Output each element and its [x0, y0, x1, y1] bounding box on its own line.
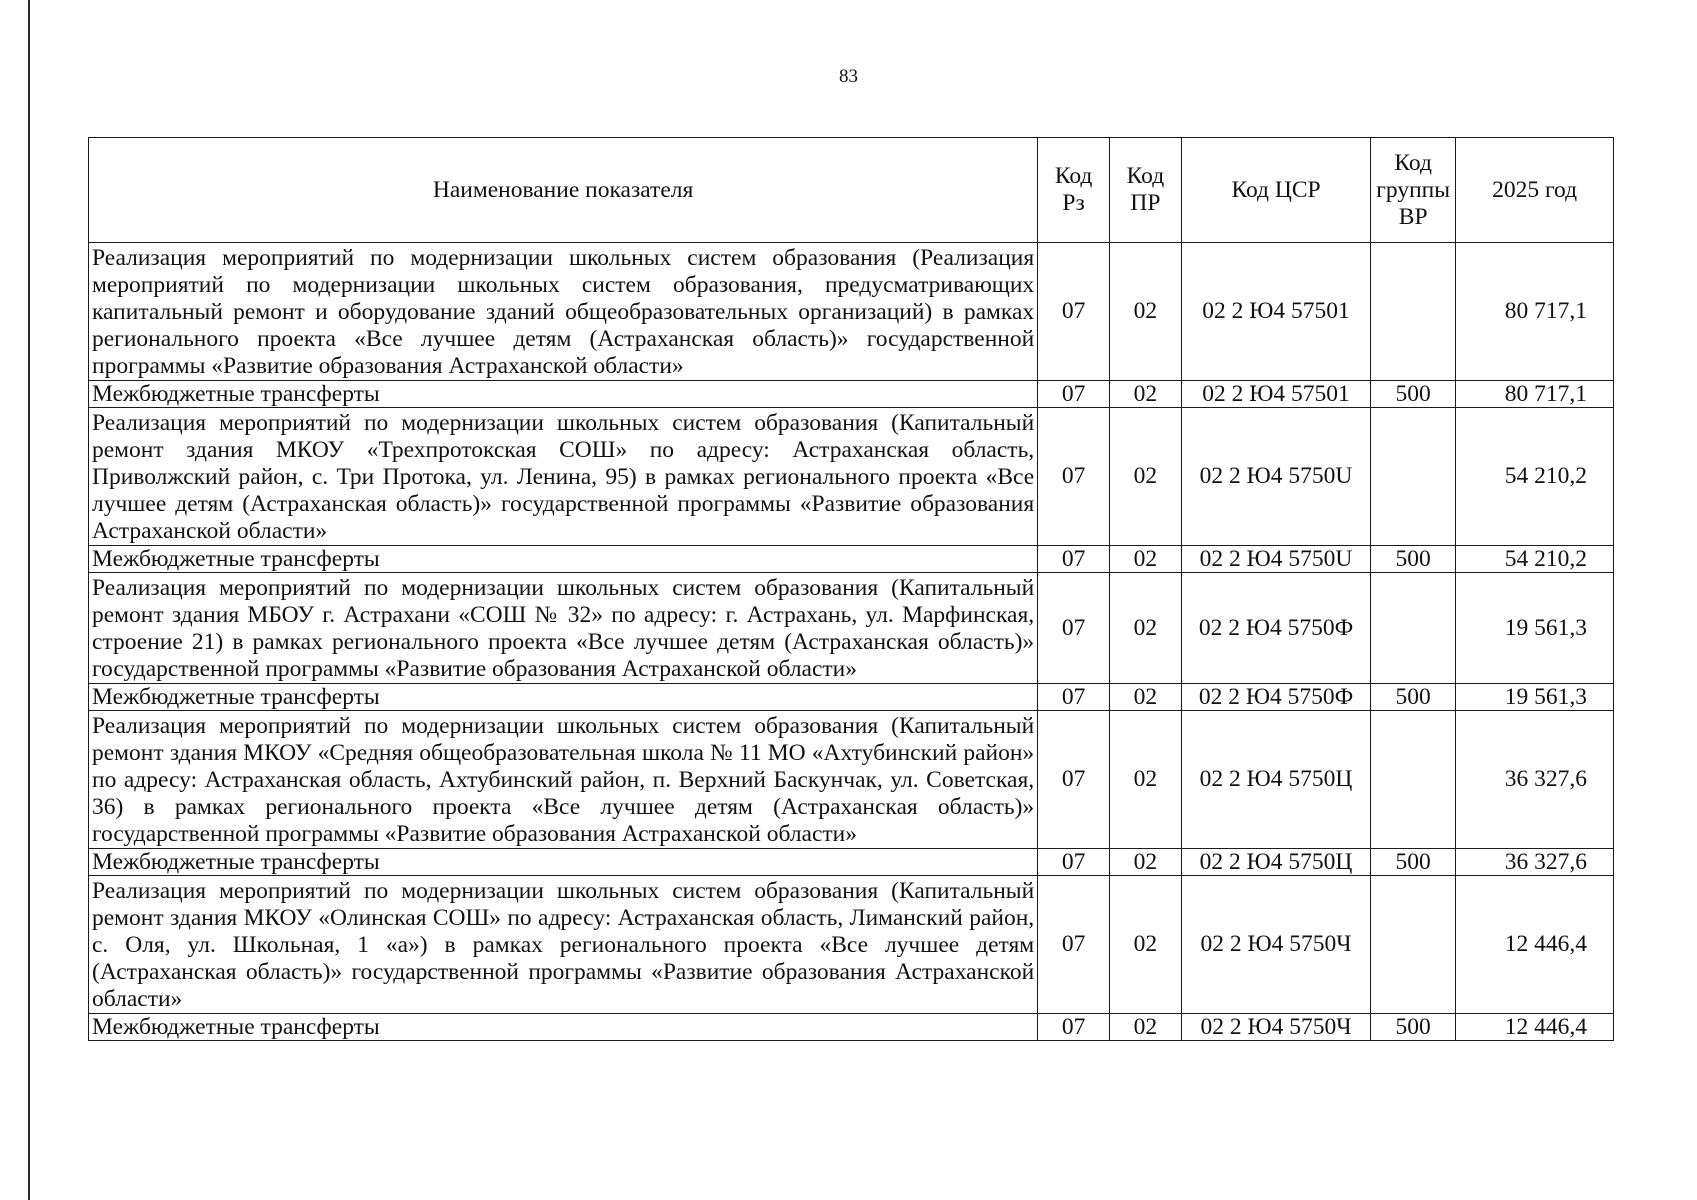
- row-rz: 07: [1038, 408, 1110, 546]
- row-csr: 02 2 Ю4 57501: [1181, 243, 1370, 381]
- row-name: Реализация мероприятий по модернизации школьных систем образования (Капитальный ремонт здания МКОУ «Трехпротокская СОШ» по адресу: Астраханская область, Приволжский район, с. Три Протока, ул. Ленина, 95) в рамках регионального проекта «Все лучшее детям (Астраханская область)» государственной программы «Развитие образования Астраханской области»: [89, 408, 1038, 546]
- row-name: Реализация мероприятий по модернизации школьных систем образования (Капитальный ремонт здания МКОУ «Олинская СОШ» по адресу: Астраханская область, Лиманский район, с. Оля, ул. Школьная, 1 «а») в рамках регионального проекта «Все лучшее детям (Астраханская область)» государственной программы «Развитие образования Астраханской области»: [89, 876, 1038, 1014]
- row-csr: 02 2 Ю4 5750U: [1181, 408, 1370, 546]
- row-amount: 54 210,2: [1456, 546, 1614, 573]
- row-vr: [1371, 876, 1456, 1014]
- row-vr: [1371, 711, 1456, 849]
- row-name: Межбюджетные трансферты: [89, 546, 1038, 573]
- row-name: Реализация мероприятий по модернизации школьных систем образования (Капитальный ремонт здания МКОУ «Средняя общеобразовательная школа № 11 МО «Ахтубинский район» по адресу: Астраханская область, Ахтубинский район, п. Верхний Баскунчак, ул. Советская, 36) в рамках регионального проекта «Все лучшее детям (Астраханская область)» государственной программы «Развитие образования Астраханской области»: [89, 711, 1038, 849]
- row-csr: 02 2 Ю4 5750Ч: [1181, 1014, 1370, 1041]
- row-csr: 02 2 Ю4 5750Ц: [1181, 711, 1370, 849]
- page-binding-edge: [28, 0, 30, 1200]
- row-pr: 02: [1110, 408, 1182, 546]
- table-header: [89, 138, 1614, 243]
- row-rz: 07: [1038, 1014, 1110, 1041]
- header-csr: Код ЦСР: [1181, 138, 1370, 243]
- table-row: [89, 1014, 1614, 1041]
- header-name: Наименование показателя: [89, 138, 1038, 243]
- row-amount: 19 561,3: [1456, 684, 1614, 711]
- page-number: 83: [839, 66, 858, 87]
- header-row: [89, 138, 1614, 243]
- row-vr: [1371, 573, 1456, 684]
- table-row: [89, 711, 1614, 849]
- row-pr: 02: [1110, 573, 1182, 684]
- row-amount: 80 717,1: [1456, 243, 1614, 381]
- table-row: [89, 849, 1614, 876]
- row-pr: 02: [1110, 546, 1182, 573]
- row-csr: 02 2 Ю4 5750Ф: [1181, 573, 1370, 684]
- row-name: Межбюджетные трансферты: [89, 381, 1038, 408]
- row-vr: 500: [1371, 849, 1456, 876]
- table-row: [89, 546, 1614, 573]
- row-name: Межбюджетные трансферты: [89, 684, 1038, 711]
- row-rz: 07: [1038, 684, 1110, 711]
- row-amount: 54 210,2: [1456, 408, 1614, 546]
- row-amount: 36 327,6: [1456, 711, 1614, 849]
- row-pr: 02: [1110, 711, 1182, 849]
- table-row: [89, 408, 1614, 546]
- header-pr: Код ПР: [1110, 138, 1182, 243]
- row-pr: 02: [1110, 381, 1182, 408]
- row-csr: 02 2 Ю4 57501: [1181, 381, 1370, 408]
- row-csr: 02 2 Ю4 5750Ц: [1181, 849, 1370, 876]
- row-vr: [1371, 408, 1456, 546]
- row-rz: 07: [1038, 711, 1110, 849]
- table-body: [89, 243, 1614, 1041]
- row-rz: 07: [1038, 546, 1110, 573]
- row-amount: 80 717,1: [1456, 381, 1614, 408]
- row-pr: 02: [1110, 684, 1182, 711]
- row-vr: 500: [1371, 381, 1456, 408]
- row-csr: 02 2 Ю4 5750Ф: [1181, 684, 1370, 711]
- table-row: [89, 243, 1614, 381]
- row-name: Межбюджетные трансферты: [89, 849, 1038, 876]
- table-row: [89, 573, 1614, 684]
- row-vr: 500: [1371, 684, 1456, 711]
- row-amount: 12 446,4: [1456, 876, 1614, 1014]
- row-rz: 07: [1038, 243, 1110, 381]
- row-csr: 02 2 Ю4 5750U: [1181, 546, 1370, 573]
- row-vr: 500: [1371, 1014, 1456, 1041]
- row-amount: 19 561,3: [1456, 573, 1614, 684]
- row-rz: 07: [1038, 849, 1110, 876]
- budget-table: [88, 137, 1614, 1041]
- row-name: Межбюджетные трансферты: [89, 1014, 1038, 1041]
- table-row: [89, 876, 1614, 1014]
- row-rz: 07: [1038, 381, 1110, 408]
- row-amount: 12 446,4: [1456, 1014, 1614, 1041]
- header-vr: Код группы ВР: [1371, 138, 1456, 243]
- row-pr: 02: [1110, 1014, 1182, 1041]
- row-name: Реализация мероприятий по модернизации школьных систем образования (Реализация мероприятий по модернизации школьных систем образования, предусматривающих капитальный ремонт и оборудование зданий общеобразовательных организаций) в рамках регионального проекта «Все лучшее детям (Астраханская область)» государственной программы «Развитие образования Астраханской области»: [89, 243, 1038, 381]
- header-rz: Код Рз: [1038, 138, 1110, 243]
- row-pr: 02: [1110, 876, 1182, 1014]
- row-rz: 07: [1038, 876, 1110, 1014]
- row-vr: 500: [1371, 546, 1456, 573]
- table-row: [89, 684, 1614, 711]
- row-vr: [1371, 243, 1456, 381]
- row-amount: 36 327,6: [1456, 849, 1614, 876]
- row-name: Реализация мероприятий по модернизации школьных систем образования (Капитальный ремонт здания МБОУ г. Астрахани «СОШ № 32» по адресу: г. Астрахань, ул. Марфинская, строение 21) в рамках регионального проекта «Все лучшее детям (Астраханская область)» государственной программы «Развитие образования Астраханской области»: [89, 573, 1038, 684]
- header-year: 2025 год: [1456, 138, 1614, 243]
- row-rz: 07: [1038, 573, 1110, 684]
- table-row: [89, 381, 1614, 408]
- row-pr: 02: [1110, 849, 1182, 876]
- row-pr: 02: [1110, 243, 1182, 381]
- row-csr: 02 2 Ю4 5750Ч: [1181, 876, 1370, 1014]
